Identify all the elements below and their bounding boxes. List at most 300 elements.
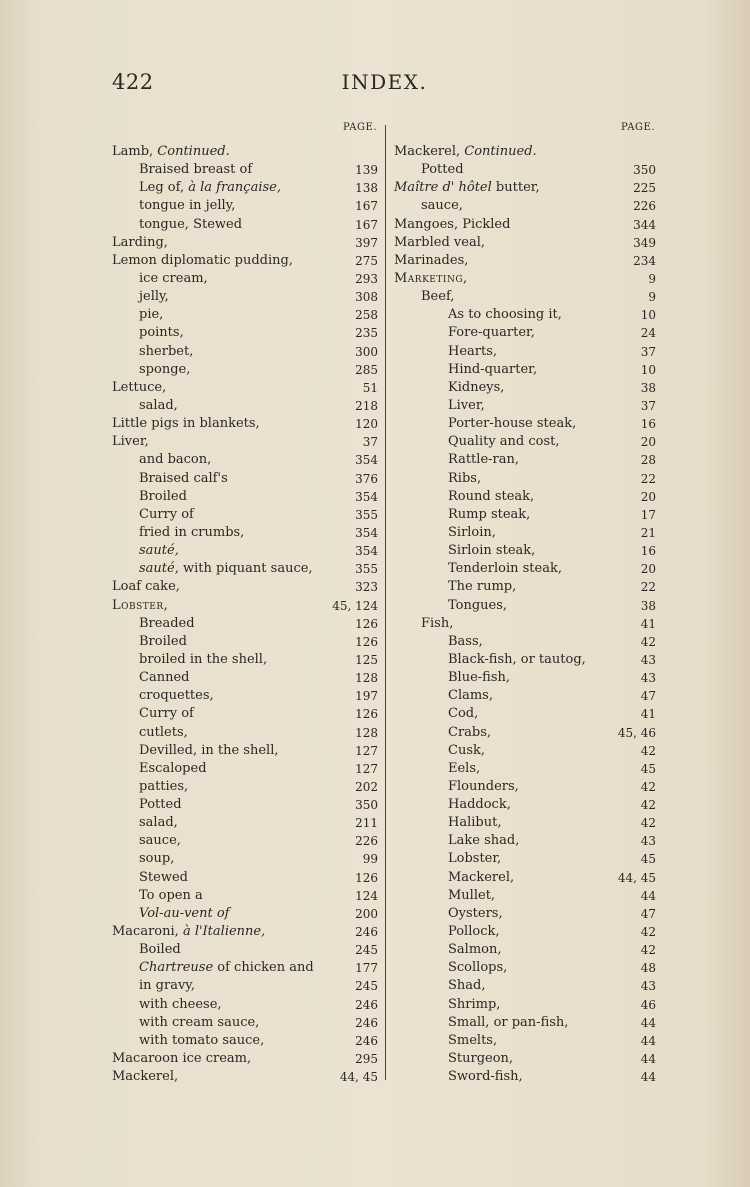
index-entry-page: 246: [355, 925, 378, 940]
index-entry: [112, 415, 378, 433]
index-entry-term: [139, 742, 278, 760]
index-term-text: soup,: [139, 851, 175, 867]
index-entry-term: [112, 379, 166, 397]
index-entry-page: 246: [355, 997, 378, 1012]
index-term-text: Marbled veal,: [394, 234, 485, 250]
index-entry: [394, 814, 656, 832]
index-entry: [394, 1050, 656, 1068]
index-term-text: Escaloped: [139, 760, 207, 776]
index-entry: [394, 216, 656, 234]
index-entry: [394, 270, 656, 288]
index-term-text: croquettes,: [139, 688, 214, 704]
index-term-text: Little pigs in blankets,: [112, 416, 260, 432]
index-entry-term: [394, 143, 537, 161]
index-entry-term: [448, 560, 562, 578]
index-term-text: Continued.: [464, 144, 537, 159]
index-entry-page: 344: [633, 217, 656, 232]
index-entry-page: 44: [640, 1033, 656, 1048]
index-term-text: Loaf cake,: [112, 579, 180, 595]
index-entry-term: [448, 379, 504, 397]
index-entry-page: 9: [648, 290, 656, 305]
index-entry-term: [139, 488, 187, 506]
index-entry-term: [139, 941, 181, 959]
index-entry-page: 246: [355, 1015, 378, 1030]
index-entry: [112, 306, 378, 324]
index-entry: [394, 796, 656, 814]
index-entry-page: 126: [355, 707, 378, 722]
index-entry-page: 41: [640, 616, 656, 631]
index-entry: [394, 179, 656, 197]
index-entry: [112, 560, 378, 578]
index-term-text: Lobster,: [112, 597, 169, 613]
index-entry-page: 43: [640, 979, 656, 994]
index-entry-term: [448, 597, 507, 615]
index-term-text: Fore-quarter,: [448, 325, 535, 341]
index-term-text: , with piquant sauce,: [174, 561, 313, 577]
index-entry-page: 28: [640, 453, 656, 468]
index-term-text: patties,: [139, 778, 189, 794]
index-entry-page: 354: [355, 544, 378, 559]
index-entry: [394, 1014, 656, 1032]
index-entry: [112, 542, 378, 560]
index-entry-page: 45, 46: [617, 725, 656, 740]
index-term-text: pie,: [139, 307, 164, 323]
index-entry-term: [448, 687, 493, 705]
index-entry-term: [139, 977, 195, 995]
index-entry-term: [139, 814, 178, 832]
index-entry: [394, 578, 656, 596]
index-term-text: and bacon,: [139, 452, 212, 468]
index-term-text: Curry of: [139, 506, 194, 522]
index-entry-page: 126: [355, 634, 378, 649]
index-entry: [394, 651, 656, 669]
index-term-text: tongue, Stewed: [139, 216, 243, 232]
index-term-text: à l'Italienne,: [182, 924, 266, 940]
index-entry-term: [448, 959, 507, 977]
index-entry: [112, 705, 378, 723]
index-entry-term: [448, 977, 485, 995]
index-entry-page: 275: [355, 253, 378, 268]
index-entry-page: 354: [355, 489, 378, 504]
index-entry-page: 323: [355, 580, 378, 595]
index-entry-page: 42: [640, 925, 656, 940]
index-entry-term: [139, 179, 281, 197]
index-entry-term: [448, 669, 510, 687]
index-entry: [112, 615, 378, 633]
index-entry-page: 126: [355, 616, 378, 631]
index-entry-page: 42: [640, 943, 656, 958]
index-entry-page: 44: [640, 1052, 656, 1067]
index-entry: [112, 506, 378, 524]
index-entry-page: 42: [640, 743, 656, 758]
index-term-text: Black-fish, or tautog,: [448, 651, 586, 667]
index-entry-page: 20: [640, 489, 656, 504]
index-entry-term: [139, 324, 184, 342]
index-term-text: with cheese,: [139, 996, 222, 1012]
index-entry-term: [448, 869, 514, 887]
index-entry-page: 295: [355, 1052, 378, 1067]
index-entry: [112, 905, 378, 923]
index-entry-term: [448, 705, 478, 723]
index-term-text: Chartreuse: [139, 960, 214, 976]
index-entry: [394, 488, 656, 506]
index-entry: [394, 742, 656, 760]
index-entry-page: 43: [640, 834, 656, 849]
index-entry-term: [448, 742, 485, 760]
index-entry-page: 128: [355, 725, 378, 740]
index-term-text: Larding,: [112, 234, 168, 250]
index-entry-term: [448, 905, 503, 923]
index-entry: [112, 814, 378, 832]
index-entry: [112, 742, 378, 760]
index-term-text: à la française,: [188, 180, 281, 196]
index-term-text: Beef,: [421, 289, 455, 305]
index-entry-term: [448, 1068, 523, 1086]
right-page-column-heading: PAGE.: [621, 122, 655, 133]
index-entry: [112, 470, 378, 488]
index-entry-term: [139, 724, 188, 742]
index-entry-page: 46: [640, 997, 656, 1012]
index-entry: [394, 524, 656, 542]
index-entry: [112, 179, 378, 197]
index-entry: [394, 506, 656, 524]
index-term-text: Stewed: [139, 869, 188, 885]
index-entry-term: [139, 524, 244, 542]
index-entry: [394, 324, 656, 342]
index-entry-page: 138: [355, 181, 378, 196]
index-entry-page: 355: [355, 562, 378, 577]
index-term-text: Marinades,: [394, 252, 469, 268]
index-entry: [394, 470, 656, 488]
index-entry-page: 47: [640, 906, 656, 921]
index-entry-term: [139, 615, 195, 633]
index-entry-term: [448, 941, 501, 959]
index-entry-term: [112, 252, 293, 270]
index-entry: [394, 778, 656, 796]
index-entry-term: [394, 234, 485, 252]
index-entry: [112, 923, 378, 941]
index-entry-term: [394, 216, 510, 234]
index-term-text: Broiled: [139, 488, 187, 504]
index-entry-page: 235: [355, 326, 378, 341]
index-entry-page: 197: [355, 689, 378, 704]
index-entry-term: [448, 397, 485, 415]
index-entry-term: [139, 270, 208, 288]
index-term-text: Cusk,: [448, 742, 486, 758]
index-entry-term: [139, 1014, 259, 1032]
index-term-text: Braised breast of: [139, 162, 253, 178]
index-term-text: Liver,: [112, 434, 149, 450]
index-entry-page: 397: [355, 235, 378, 250]
running-title: INDEX.: [341, 70, 428, 94]
index-entry-term: [139, 887, 203, 905]
index-term-text: Potted: [139, 797, 182, 813]
index-entry-term: [112, 143, 230, 161]
index-entry-page: 350: [633, 163, 656, 178]
index-term-text: Potted: [421, 162, 464, 178]
index-entry-term: [448, 633, 483, 651]
index-entry-page: 127: [355, 743, 378, 758]
index-entry-page: 44: [640, 1070, 656, 1085]
index-entry-page: 37: [362, 435, 378, 450]
index-entry-term: [448, 324, 535, 342]
index-term-text: in gravy,: [139, 978, 196, 994]
index-entry: [112, 524, 378, 542]
index-term-text: Ribs,: [448, 470, 482, 486]
index-entry-term: [139, 1032, 264, 1050]
index-entry-term: [448, 524, 496, 542]
index-entry-term: [448, 488, 534, 506]
index-term-text: Sword-fish,: [448, 1069, 523, 1085]
index-entry-term: [139, 796, 182, 814]
index-entry-term: [112, 1050, 251, 1068]
index-entry-term: [139, 470, 228, 488]
index-term-text: sherbet,: [139, 343, 194, 359]
index-term-text: cutlets,: [139, 724, 188, 740]
index-entry-term: [139, 306, 163, 324]
index-entry: [112, 778, 378, 796]
index-entry-term: [139, 687, 214, 705]
index-term-text: Lake shad,: [448, 833, 520, 849]
index-term-text: Broiled: [139, 633, 187, 649]
index-entry-page: 22: [640, 471, 656, 486]
index-term-text: sauté,: [139, 543, 179, 559]
index-entry: [394, 941, 656, 959]
index-term-text: As to choosing it,: [448, 307, 562, 323]
index-term-text: broiled in the shell,: [139, 651, 268, 667]
index-entry-term: [139, 850, 174, 868]
index-entry-term: [139, 288, 169, 306]
index-entry: [112, 760, 378, 778]
index-term-text: Clams,: [448, 688, 493, 704]
index-entry-term: [112, 578, 180, 596]
index-entry: [394, 597, 656, 615]
index-entry: [112, 197, 378, 215]
index-entry-term: [448, 506, 530, 524]
index-entry-page: 245: [355, 943, 378, 958]
index-entry-term: [139, 397, 178, 415]
index-entry-page: 99: [362, 852, 378, 867]
index-entry: [394, 433, 656, 451]
index-entry: [394, 252, 656, 270]
index-entry: [112, 832, 378, 850]
index-entry-page: 37: [640, 344, 656, 359]
index-entry-page: 20: [640, 562, 656, 577]
index-entry: [112, 143, 378, 161]
index-entry-page: 225: [633, 181, 656, 196]
index-entry-page: 245: [355, 979, 378, 994]
index-entry-page: 258: [355, 308, 378, 323]
page-header: [112, 70, 657, 100]
index-term-text: Devilled, in the shell,: [139, 742, 279, 758]
index-entry: [394, 379, 656, 397]
index-entry: [394, 361, 656, 379]
index-entry: [394, 887, 656, 905]
index-entry-term: [394, 252, 468, 270]
index-entry-page: 125: [355, 652, 378, 667]
index-entry-page: 120: [355, 417, 378, 432]
index-term-text: Macaroni,: [112, 924, 183, 940]
index-entry-page: 293: [355, 271, 378, 286]
index-entry-term: [448, 814, 501, 832]
index-term-text: fried in crumbs,: [139, 524, 245, 540]
index-term-text: Rattle-ran,: [448, 452, 519, 468]
index-term-text: To open a: [139, 887, 203, 903]
index-term-text: tongue in jelly,: [139, 198, 236, 214]
index-term-text: points,: [139, 325, 184, 341]
index-entry: [112, 488, 378, 506]
index-entry: [112, 651, 378, 669]
index-entry-term: [112, 597, 168, 615]
index-entry-page: 128: [355, 671, 378, 686]
index-entry: [394, 615, 656, 633]
index-entry: [112, 996, 378, 1014]
index-entry-term: [112, 433, 149, 451]
index-entry-term: [112, 1068, 178, 1086]
index-entry-page: 38: [640, 380, 656, 395]
index-entry-page: 126: [355, 870, 378, 885]
left-index-column: [112, 143, 378, 1086]
index-term-text: Blue-fish,: [448, 670, 511, 686]
index-term-text: salad,: [139, 815, 178, 831]
index-entry-page: 349: [633, 235, 656, 250]
index-entry-page: 376: [355, 471, 378, 486]
index-entry: [394, 633, 656, 651]
index-entry-page: 17: [640, 507, 656, 522]
index-entry-term: [448, 542, 535, 560]
index-entry: [112, 1014, 378, 1032]
left-page-column-heading: PAGE.: [343, 122, 377, 133]
index-entry-page: 16: [640, 544, 656, 559]
index-term-text: Sturgeon,: [448, 1051, 514, 1067]
index-term-text: Cod,: [448, 706, 479, 722]
index-entry-term: [448, 651, 586, 669]
index-entry-page: 42: [640, 634, 656, 649]
index-entry-term: [139, 451, 211, 469]
index-entry-page: 24: [640, 326, 656, 341]
index-entry-page: 234: [633, 253, 656, 268]
index-entry-term: [139, 542, 179, 560]
index-entry-page: 127: [355, 761, 378, 776]
index-entry-term: [448, 760, 480, 778]
index-entry: [394, 996, 656, 1014]
index-term-text: ice cream,: [139, 270, 208, 286]
index-entry: [112, 1068, 378, 1086]
index-entry: [112, 687, 378, 705]
index-entry: [112, 597, 378, 615]
index-entry-term: [448, 343, 497, 361]
index-entry-term: [448, 724, 491, 742]
index-entry-page: 10: [640, 308, 656, 323]
index-term-text: Mullet,: [448, 887, 496, 903]
index-entry-page: 354: [355, 525, 378, 540]
index-term-text: Mackerel,: [112, 1069, 179, 1085]
index-entry: [112, 397, 378, 415]
index-entry-page: 300: [355, 344, 378, 359]
index-entry-page: 16: [640, 417, 656, 432]
index-entry: [394, 306, 656, 324]
index-entry-page: 43: [640, 671, 656, 686]
index-term-text: Fish,: [421, 615, 454, 631]
index-entry-term: [394, 179, 540, 197]
index-entry-page: 355: [355, 507, 378, 522]
index-entry-page: 10: [640, 362, 656, 377]
index-entry-term: [448, 996, 500, 1014]
index-term-text: sauce,: [139, 833, 181, 849]
index-entry-page: 285: [355, 362, 378, 377]
index-entry-page: 177: [355, 961, 378, 976]
index-entry-page: 354: [355, 453, 378, 468]
index-entry-term: [448, 451, 519, 469]
index-entry: [394, 234, 656, 252]
index-term-text: Marketing,: [394, 270, 468, 286]
index-entry-term: [139, 560, 313, 578]
index-entry: [112, 433, 378, 451]
index-entry-page: 139: [355, 163, 378, 178]
index-entry-term: [448, 306, 562, 324]
index-term-text: Lamb,: [112, 144, 158, 159]
index-term-text: Liver,: [448, 397, 485, 413]
index-entry: [112, 941, 378, 959]
index-term-text: of chicken and: [213, 960, 314, 976]
index-entry-term: [139, 197, 235, 215]
index-entry-page: 218: [355, 398, 378, 413]
index-term-text: Quality and cost,: [448, 434, 560, 450]
index-entry: [394, 760, 656, 778]
index-term-text: with tomato sauce,: [139, 1032, 265, 1048]
index-entry-page: 20: [640, 435, 656, 450]
index-term-text: Braised calf's: [139, 470, 228, 486]
index-entry-page: 38: [640, 598, 656, 613]
index-term-text: butter,: [491, 180, 540, 196]
index-entry-page: 45: [640, 852, 656, 867]
index-term-text: sponge,: [139, 361, 191, 377]
index-entry: [112, 361, 378, 379]
index-entry-page: 167: [355, 217, 378, 232]
index-entry-page: 44, 45: [339, 1070, 378, 1085]
index-term-text: Pollock,: [448, 924, 500, 940]
index-entry-page: 350: [355, 798, 378, 813]
index-entry: [394, 977, 656, 995]
index-entry: [394, 397, 656, 415]
index-entry-term: [421, 161, 464, 179]
index-entry-page: 45, 124: [332, 598, 378, 613]
index-entry: [112, 1050, 378, 1068]
index-term-text: Macaroon ice cream,: [112, 1051, 252, 1067]
index-entry: [112, 959, 378, 977]
index-entry-term: [448, 1014, 568, 1032]
index-entry: [112, 633, 378, 651]
index-entry-term: [139, 669, 189, 687]
index-entry-page: 44: [640, 888, 656, 903]
index-entry-term: [139, 705, 194, 723]
index-entry: [112, 234, 378, 252]
index-entry-page: 202: [355, 779, 378, 794]
index-entry-page: 45: [640, 761, 656, 776]
index-entry: [112, 216, 378, 234]
index-entry: [394, 542, 656, 560]
index-entry-term: [421, 615, 453, 633]
index-entry: [394, 1032, 656, 1050]
index-entry-term: [112, 923, 265, 941]
index-entry-term: [421, 197, 463, 215]
column-divider: [385, 125, 386, 1080]
index-term-text: Halibut,: [448, 815, 502, 831]
index-entry: [394, 850, 656, 868]
index-entry-page: 22: [640, 580, 656, 595]
index-term-text: Sirloin steak,: [448, 543, 536, 559]
index-entry: [112, 887, 378, 905]
